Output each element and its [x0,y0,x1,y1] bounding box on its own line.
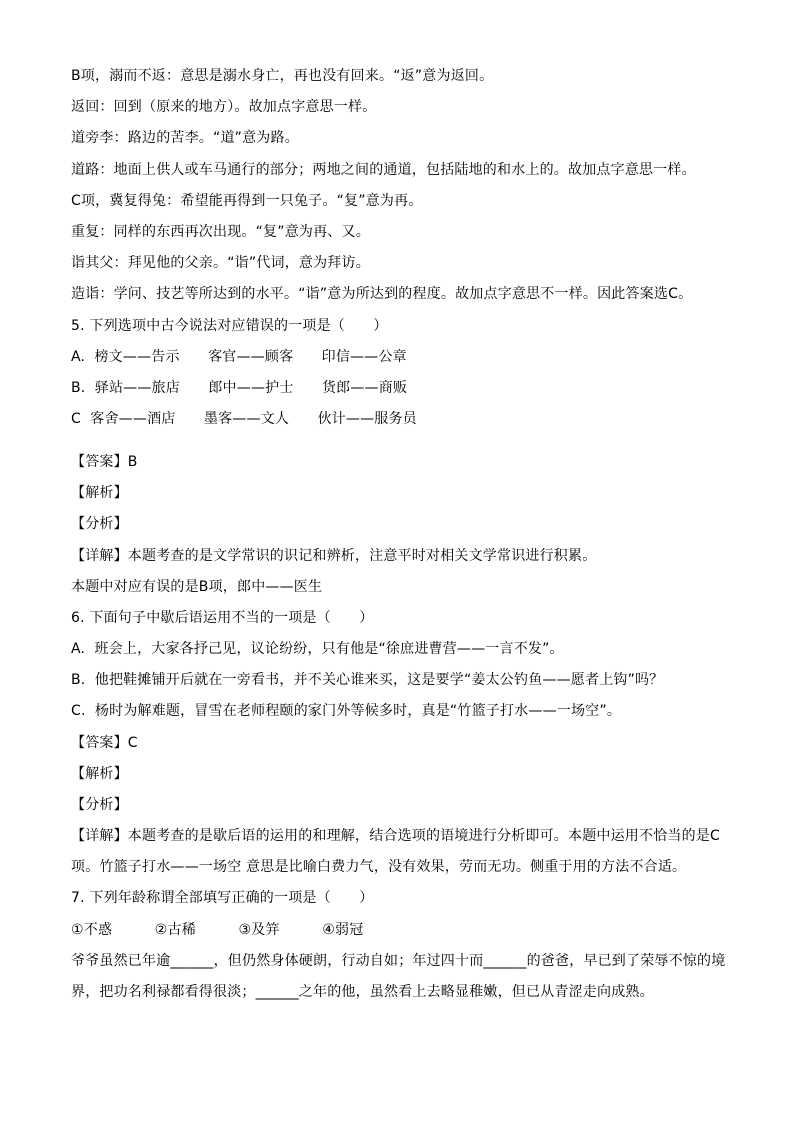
question-7-passage: 爷爷虽然已年逾______，但仍然身体硬朗，行动自如；年过四十而______的爸爸，早已到了荣辱不惊的境 [71,953,726,969]
answer-label: 【答案】B [71,454,138,470]
question-7-choices: ①不惑 ②古稀 ③及笄 ④弱冠 [71,922,364,938]
detail-text: 【详解】本题考查的是文学常识的识记和辨析，注意平时对相关文学常识进行积累。 [71,548,597,564]
text-line: 诣其父：拜见他的父亲。“诣”代词，意为拜访。 [71,255,370,271]
detail-text: 【详解】本题考查的是歇后语的运用的和理解，结合选项的语境进行分析即可。本题中运用不恰当的是C [71,828,720,844]
question-7-passage: 界，把功名利禄都看得很淡；______之年的他，虽然看上去略显稚嫩，但已从青涩走向成熟。 [71,984,654,1000]
text-line: 道旁李：路边的苦李。“道”意为路。 [71,130,299,146]
question-6-stem: 6. 下面句子中歇后语运用不当的一项是（ ） [71,610,374,626]
answer-label: 【答案】C [71,735,138,751]
text-line: 重复：同样的东西再次出现。“复”意为再、又。 [71,224,370,240]
analysis-heading: 【分析】 [71,797,128,813]
question-5-option-c: C 客舍——酒店 墨客——文人 伙计——服务员 [71,411,417,427]
question-6-option-c: C. 杨时为解难题，冒雪在老师程颐的家门外等候多时，真是“竹篮子打水——一场空”。 [71,703,622,719]
text-line: 返回：回到（原来的地方）。故加点字意思一样。 [71,99,377,115]
question-5-option-a: A. 榜文——告示 客官——顾客 印信——公章 [71,349,407,365]
text-line: 道路：地面上供人或车马通行的部分；两地之间的通道，包括陆地的和水上的。故加点字意思一样。 [71,162,696,178]
question-6-option-b: B. 他把鞋摊铺开后就在一旁看书，并不关心谁来买，这是要学“姜太公钓鱼——愿者上钩”吗？ [71,672,664,688]
analysis-heading: 【分析】 [71,516,128,532]
text-line: C项，冀复得兔：希望能再得到一只兔子。“复”意为再。 [71,193,423,209]
question-5-option-b: B. 驿站——旅店 郎中——护士 货郎——商贩 [71,380,408,396]
question-7-stem: 7. 下列年龄称谓全部填写正确的一项是（ ） [71,890,374,906]
text-line: 造诣：学问、技艺等所达到的水平。“诣”意为所达到的程度。故加点字意思不一样。因此答案选C。 [71,286,693,302]
text-line: B项，溺而不返：意思是溺水身亡，再也没有回来。“返”意为返回。 [71,68,494,84]
analysis-label: 【解析】 [71,766,128,782]
analysis-label: 【解析】 [71,485,128,501]
question-5-stem: 5. 下列选项中古今说法对应错误的一项是（ ） [71,318,388,334]
detail-text: 本题中对应有误的是B项，郎中——医生 [71,579,323,595]
question-6-option-a: A. 班会上，大家各抒己见，议论纷纷，只有他是“徐庶进曹营——一言不发”。 [71,641,564,657]
detail-text: 项。竹篮子打水——一场空 意思是比喻白费力气，没有效果，劳而无功。侧重于用的方法不合适。 [71,859,687,875]
